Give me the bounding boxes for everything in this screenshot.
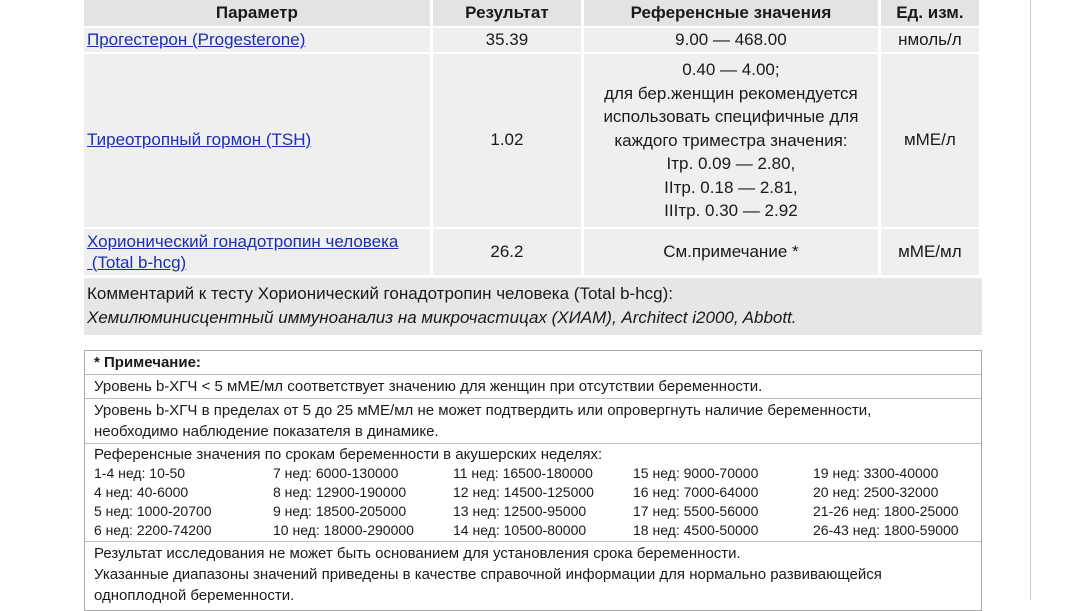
results-sheet [84, 0, 982, 335]
week-value: 11 нед: 16500-180000 [453, 465, 593, 481]
result-cell: 1.02 [433, 54, 581, 227]
week-value: 5 нед: 1000-20700 [94, 503, 212, 519]
weeks-section [85, 444, 981, 542]
note-box [84, 350, 982, 611]
hcg-link[interactable] [87, 232, 398, 272]
week-value: 9 нед: 18500-205000 [273, 503, 407, 519]
test-comment [84, 278, 982, 335]
week-value: 13 нед: 12500-95000 [453, 503, 587, 519]
reference-cell: 9.00 — 468.00 [584, 28, 878, 52]
table-row [84, 28, 979, 52]
hcg-link-line1: Хорионический гонадотропин человека [87, 231, 399, 251]
week-value: 1-4 нед: 10-50 [94, 465, 186, 481]
reference-line: 0.40 — 4.00; [682, 60, 780, 79]
weeks-grid [92, 464, 981, 540]
tsh-link[interactable]: Тиреотропный гормон (TSH) [87, 130, 312, 150]
col-header-reference: Референсные значения [584, 0, 878, 26]
week-value: 7 нед: 6000-130000 [273, 465, 399, 481]
week-value: 18 нед: 4500-50000 [633, 522, 759, 538]
reference-line: для бер.женщин рекомендуется [604, 83, 858, 103]
unit-cell: мМЕ/мл [881, 229, 979, 275]
note-paragraph [85, 399, 981, 444]
reference-cell: См.примечание * [584, 229, 878, 275]
reference-line: IIтр. 0.18 — 2.81, [664, 177, 798, 197]
result-cell: 35.39 [433, 28, 581, 52]
reference-line: использовать специфичные для [603, 107, 859, 126]
param-cell [84, 54, 430, 227]
col-header-unit: Ед. изм. [881, 0, 979, 26]
note-line: одноплодной беременности. [94, 587, 295, 604]
page-edge-rule [1030, 0, 1031, 600]
week-value: 4 нед: 40-6000 [94, 484, 189, 500]
week-value: 17 нед: 5500-56000 [633, 503, 759, 519]
note-line: Уровень b-ХГЧ в пределах от 5 до 25 мМЕ/мл не может подтвердить или опровергнуть наличие беременности, [94, 402, 872, 419]
col-header-parameter: Параметр [84, 0, 430, 26]
comment-method: Хемилюминисцентный иммуноанализ на микрочастицах (ХИАМ), Architect i2000, Abbott. [87, 307, 797, 327]
table-header-row [84, 0, 979, 26]
week-value: 26-43 нед: 1800-59000 [813, 522, 959, 538]
note-line: необходимо наблюдение показателя в динамике. [94, 423, 439, 440]
week-value: 16 нед: 7000-64000 [633, 484, 759, 500]
week-value: 6 нед: 2200-74200 [94, 522, 212, 538]
table-row [84, 54, 979, 227]
note-title: * Примечание: [85, 351, 981, 375]
reference-line: каждого триместра значения: [614, 130, 848, 150]
week-value: 8 нед: 12900-190000 [273, 484, 407, 500]
note-line: Уровень b-ХГЧ < 5 мМЕ/мл соответствует значению для женщин при отсутствии беременности. [85, 375, 981, 399]
table-row [84, 229, 979, 275]
week-value: 21-26 нед: 1800-25000 [813, 503, 959, 519]
unit-cell: мМЕ/л [881, 54, 979, 227]
result-cell: 26.2 [433, 229, 581, 275]
week-value: 10 нед: 18000-290000 [273, 522, 414, 538]
week-value: 12 нед: 14500-125000 [453, 484, 594, 500]
param-cell [84, 229, 430, 275]
note-line: Указанные диапазоны значений приведены в качестве справочной информации для нормально развивающейся [94, 566, 882, 583]
progesterone-link[interactable]: Прогестерон (Progesterone) [87, 30, 306, 49]
col-header-result: Результат [433, 0, 581, 26]
note-line: Результат исследования не может быть основанием для установления срока беременности. [94, 545, 741, 562]
week-value: 15 нед: 9000-70000 [633, 465, 759, 481]
reference-cell [584, 54, 878, 227]
comment-title: Комментарий к тесту Хорионический гонадотропин человека (Total b-hcg): [87, 283, 673, 303]
weeks-title: Референсные значения по срокам беременности в акушерских неделях: [94, 446, 603, 463]
results-table [81, 0, 982, 275]
reference-line: Iтр. 0.09 — 2.80, [666, 154, 796, 173]
week-value: 19 нед: 3300-40000 [813, 465, 939, 481]
hcg-link-line2: (Total b-hcg) [87, 252, 187, 272]
unit-cell: нмоль/л [881, 28, 979, 52]
param-cell [84, 28, 430, 52]
reference-line: IIIтр. 0.30 — 2.92 [664, 201, 798, 220]
week-value: 20 нед: 2500-32000 [813, 484, 939, 500]
week-value: 14 нед: 10500-80000 [453, 522, 587, 538]
